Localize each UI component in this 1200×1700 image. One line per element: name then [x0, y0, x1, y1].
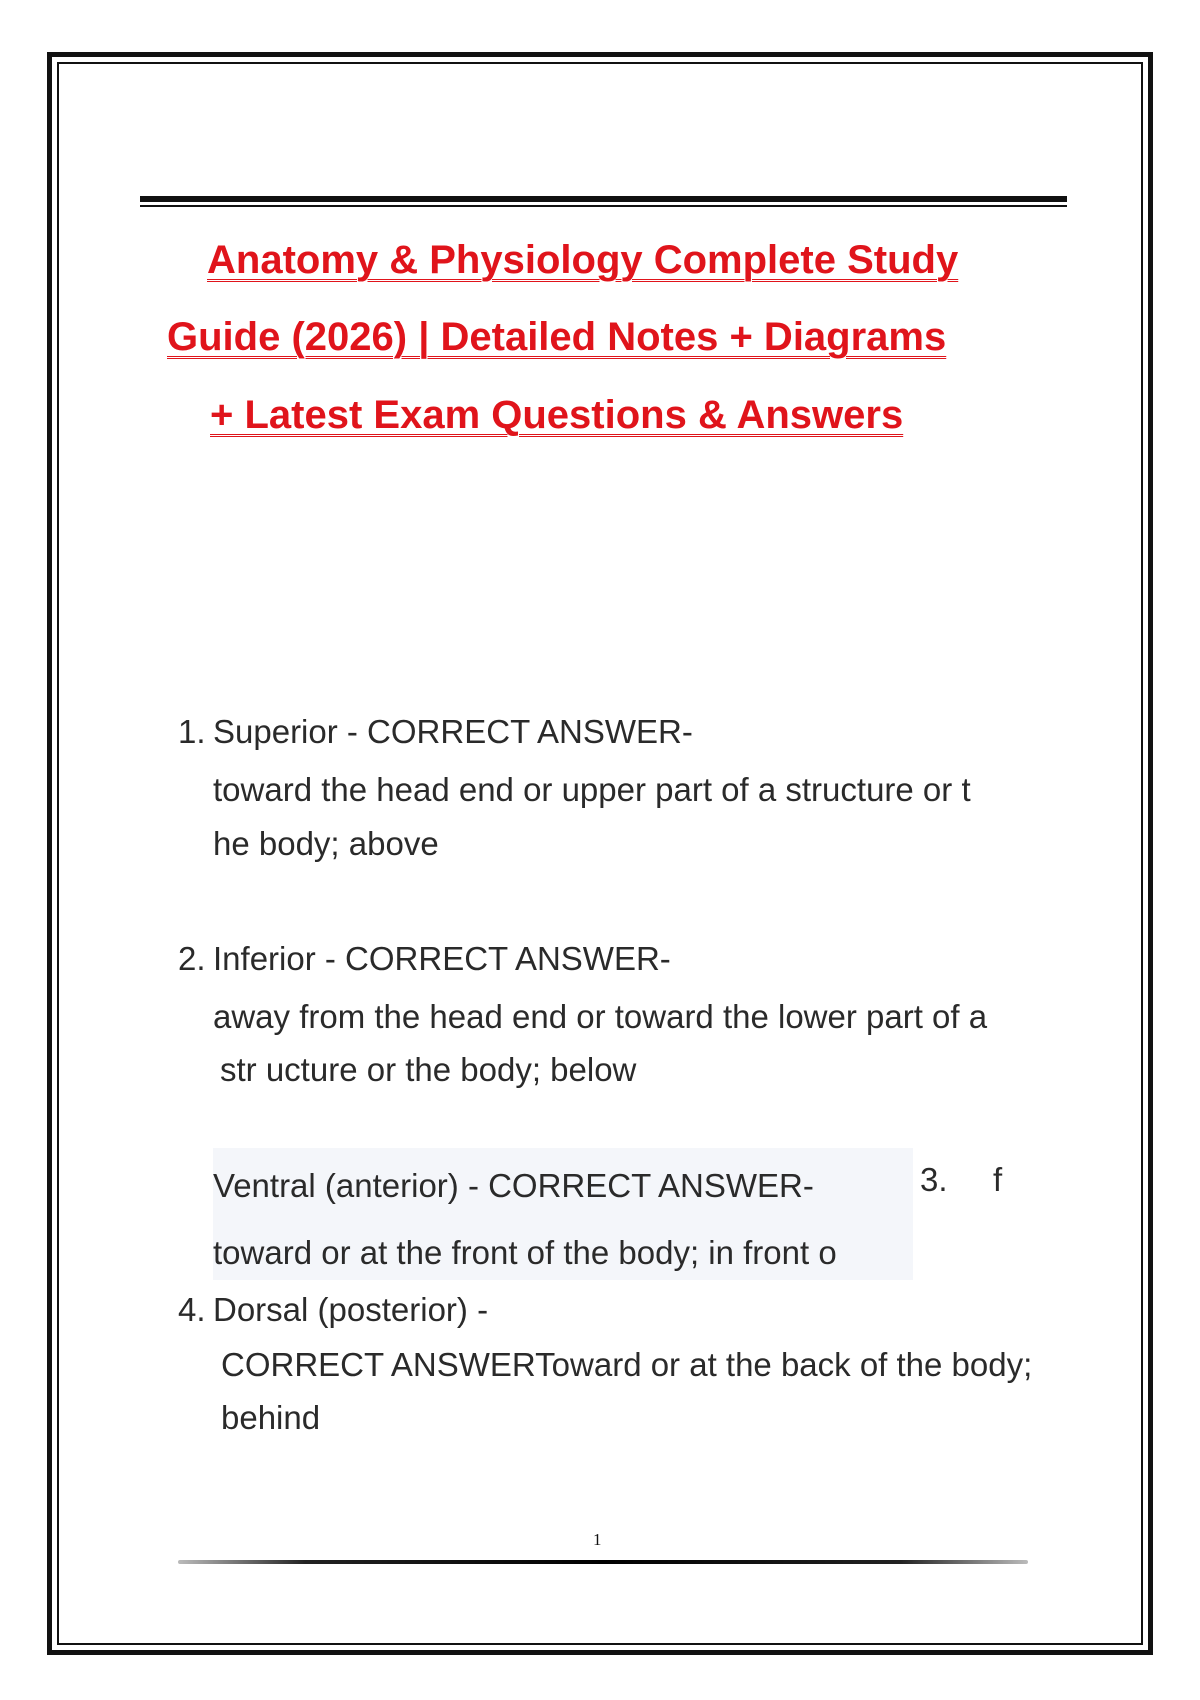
item-line: he body; above — [213, 825, 439, 862]
item-line: toward or at the front of the body; in front o — [213, 1234, 837, 1271]
item-line: toward the head end or upper part of a structure or t — [213, 771, 971, 808]
document-title-line-3: + Latest Exam Questions & Answers — [210, 393, 904, 437]
document-title-line-2: Guide (2026) | Detailed Notes + Diagrams — [167, 315, 947, 359]
item-number: 1. — [178, 713, 206, 750]
item-heading: Ventral (anterior) - CORRECT ANSWER- — [213, 1167, 814, 1204]
item-line: str ucture or the body; below — [220, 1051, 637, 1088]
item-line: CORRECT ANSWERToward or at the back of the body; — [221, 1346, 1033, 1383]
document-title-line-1: Anatomy & Physiology Complete Study — [207, 238, 959, 282]
item-number: 3. — [920, 1161, 948, 1198]
item-heading: Dorsal (posterior) - — [213, 1291, 489, 1328]
header-rule — [140, 196, 1067, 202]
stray-character: f — [993, 1161, 1003, 1198]
item-heading: Superior - CORRECT ANSWER- — [213, 713, 693, 750]
page-number: 1 — [593, 1530, 602, 1549]
footer-rule — [178, 1560, 1028, 1564]
item-number: 4. — [178, 1291, 206, 1328]
header-rule-thin — [140, 205, 1067, 207]
item-heading: Inferior - CORRECT ANSWER- — [213, 940, 671, 977]
item-line: behind — [221, 1399, 321, 1436]
item-line: away from the head end or toward the lower part of a — [213, 998, 988, 1035]
item-number: 2. — [178, 940, 206, 977]
